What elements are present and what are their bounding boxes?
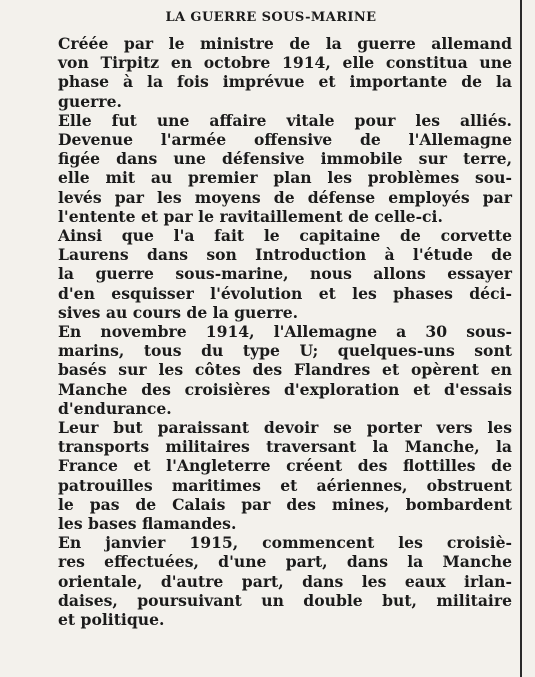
paragraph-line: France et l'Angleterre créent des flottilles de (58, 456, 512, 476)
paragraph-line: En novembre 1914, l'Allemagne a 30 sous- (58, 322, 512, 342)
paragraph-line: phase à la fois imprévue et importante de la (58, 72, 512, 92)
paragraph-line: Elle fut une affaire vitale pour les alliés. (58, 110, 512, 130)
paragraph-line: En janvier 1915, commencent les croisiè- (58, 533, 512, 553)
paragraph-line: d'endurance. (58, 398, 172, 418)
paragraph-line: les bases flamandes. (58, 514, 237, 534)
paragraph-line: elle mit au premier plan les problèmes sou- (58, 168, 512, 188)
paragraph-line: figée dans une défensive immobile sur terre, (58, 149, 512, 169)
paragraph-line: transports militaires traversant la Manche, la (58, 437, 512, 457)
paragraph-line: von Tirpitz en octobre 1914, elle constitua une (58, 53, 512, 73)
paragraph-line: Créée par le ministre de la guerre allemand (58, 34, 512, 53)
column-divider-rule (520, 0, 522, 677)
paragraph-line: Manche des croisières d'exploration et d'essais (58, 379, 512, 399)
article-column (30, 8, 512, 629)
article-paragraph-2 (30, 111, 512, 226)
paragraph-line: daises, poursuivant un double but, militaire (58, 590, 512, 610)
paragraph-line: et politique. (58, 610, 165, 630)
paragraph-line: le pas de Calais par des mines, bombardent (58, 494, 512, 514)
paragraph-line: marins, tous du type U; quelques-uns sont (58, 341, 512, 361)
paragraph-line: levés par les moyens de défense employés par (58, 187, 512, 207)
paragraph-line: basés sur les côtes des Flandres et opèrent en (58, 360, 512, 380)
article-title: LA GUERRE SOUS-MARINE (165, 10, 377, 25)
article-paragraph-6 (30, 533, 512, 629)
article-paragraph-1 (30, 34, 512, 111)
paragraph-line: Devenue l'armée offensive de l'Allemagne (58, 130, 512, 150)
paragraph-line: Ainsi que l'a fait le capitaine de corvette (58, 226, 512, 246)
paragraph-line: guerre. (58, 91, 122, 111)
article-paragraph-5 (30, 418, 512, 533)
article-paragraph-4 (30, 322, 512, 418)
paragraph-line: orientale, d'autre part, dans les eaux irlan- (58, 571, 512, 591)
article-paragraph-3 (30, 226, 512, 322)
paragraph-line: patrouilles maritimes et aériennes, obstruent (58, 475, 512, 495)
paragraph-line: la guerre sous-marine, nous allons essayer (58, 264, 512, 284)
paragraph-line: Laurens dans son Introduction à l'étude de (58, 245, 512, 265)
paragraph-line: res effectuées, d'une part, dans la Manche (58, 552, 512, 572)
paragraph-line: Leur but paraissant devoir se porter vers les (58, 418, 512, 438)
paragraph-line: d'en esquisser l'évolution et les phases déci- (58, 283, 512, 303)
paragraph-line: l'entente et par le ravitaillement de celle-ci. (58, 206, 443, 226)
paragraph-line: sives au cours de la guerre. (58, 302, 299, 322)
